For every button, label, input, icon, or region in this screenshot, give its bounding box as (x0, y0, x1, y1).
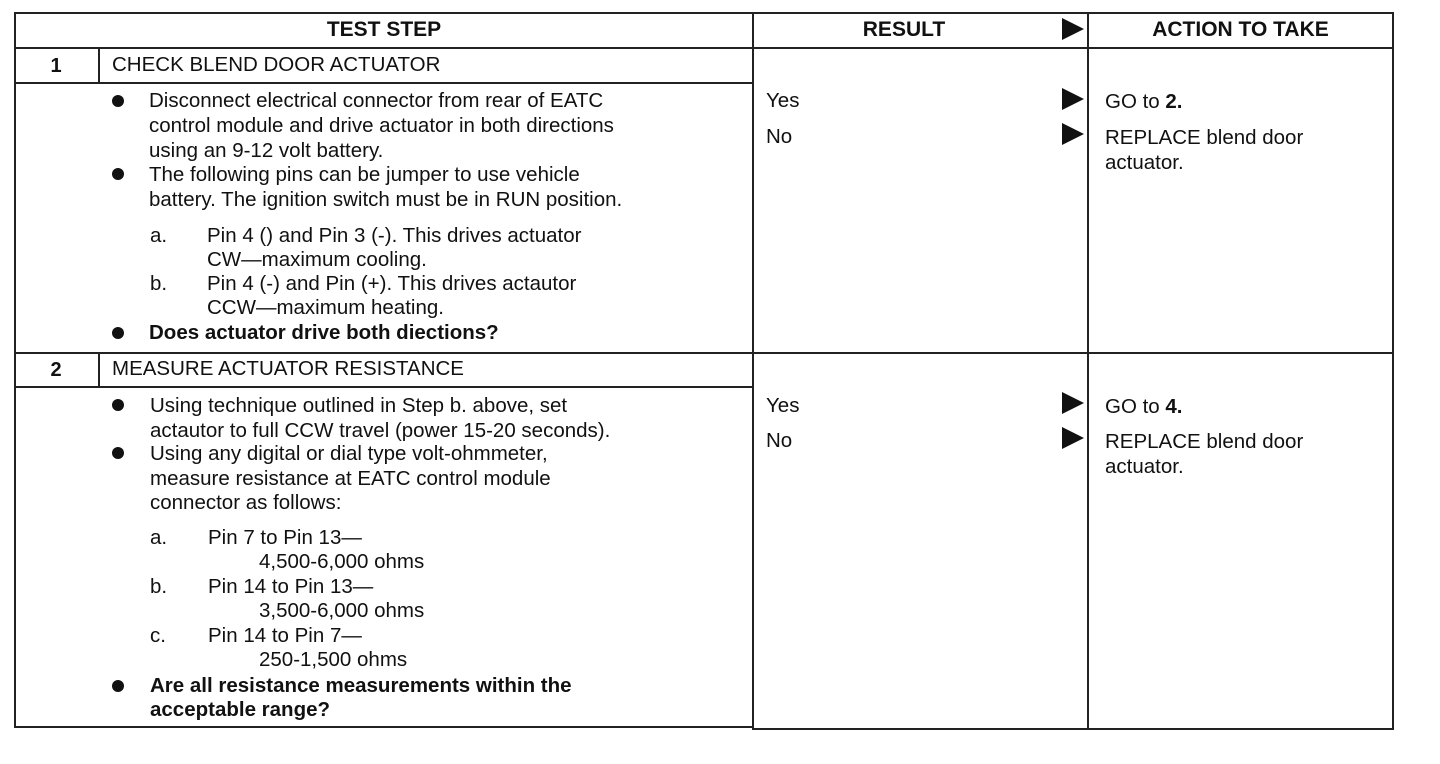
step1-sub-b-marker: b. (150, 272, 168, 295)
header-bottom-border (14, 47, 1394, 49)
step1-sub-a-line1: Pin 4 () and Pin 3 (-). This drives actuator (207, 224, 582, 247)
step1-sub-b-line2: CCW—maximum heating. (207, 296, 444, 319)
step1-bottom-border (14, 352, 1394, 354)
step1-yes-arrow-icon (1062, 88, 1084, 110)
step-number-divider-1 (98, 47, 100, 84)
step2-title: MEASURE ACTUATOR RESISTANCE (112, 357, 464, 380)
step2-no-arrow-icon (1062, 427, 1084, 449)
step2-sub-a-line2: 4,500-6,000 ohms (259, 550, 425, 573)
step2-title-bottom-border (14, 386, 754, 388)
step1-bullet1-line1: Disconnect electrical connector from rear of EATC (149, 89, 604, 112)
step2-question-line1: Are all resistance measurements within the (150, 674, 572, 697)
step2-bullet1-icon (112, 399, 124, 411)
step2-action-yes-step: 4. (1165, 395, 1183, 418)
step2-result-no: No (766, 429, 793, 452)
header-result: RESULT (862, 18, 946, 41)
step1-result-yes: Yes (766, 89, 800, 112)
step1-no-arrow-icon (1062, 123, 1084, 145)
step1-bullet2-icon (112, 168, 124, 180)
step1-action-yes-prefix: GO to (1105, 90, 1166, 113)
step1-sub-a-line2: CW—maximum cooling. (207, 248, 427, 271)
step2-sub-b-marker: b. (150, 575, 168, 598)
table-bottom-border-right (754, 728, 1394, 730)
step1-bullet2-line1: The following pins can be jumper to use vehicle (149, 163, 580, 186)
step2-action-no-line2: actuator. (1105, 455, 1184, 478)
step2-result-yes: Yes (766, 394, 800, 417)
step1-sub-b-line1: Pin 4 (-) and Pin (+). This drives actautor (207, 272, 577, 295)
step1-action-yes-step: 2. (1165, 90, 1183, 113)
step1-sub-a-marker: a. (150, 224, 168, 247)
table-top-border (14, 12, 1394, 14)
table-bottom-border (14, 726, 754, 728)
step1-question-bullet-icon (112, 327, 124, 339)
step1-title-bottom-border (14, 82, 754, 84)
step2-action-yes-prefix: GO to (1105, 395, 1166, 418)
step2-bullet2-line3: connector as follows: (150, 491, 342, 514)
step1-number: 1 (50, 55, 62, 77)
step2-bullet1-line1: Using technique outlined in Step b. above, set (150, 394, 568, 417)
step2-sub-c-marker: c. (150, 624, 166, 647)
step2-sub-b-line1: Pin 14 to Pin 13— (208, 575, 374, 598)
result-column-left-border (752, 12, 754, 730)
step2-sub-c-line1: Pin 14 to Pin 7— (208, 624, 362, 647)
step2-bullet1-line2: actautor to full CCW travel (power 15-20 seconds). (150, 419, 611, 442)
step1-bullet2-line2: battery. The ignition switch must be in RUN position. (149, 188, 623, 211)
header-test-step: TEST STEP (326, 18, 442, 41)
step1-question: Does actuator drive both diections? (149, 321, 499, 344)
step2-sub-b-line2: 3,500-6,000 ohms (259, 599, 425, 622)
step2-sub-a-marker: a. (150, 526, 168, 549)
step2-number: 2 (50, 359, 62, 381)
step1-action-yes (1105, 90, 1183, 115)
header-action-to-take: ACTION TO TAKE (1152, 18, 1329, 41)
header-arrow-icon (1062, 18, 1084, 40)
step2-question-line2: acceptable range? (150, 698, 331, 721)
step2-action-no-line1: REPLACE blend door (1105, 430, 1304, 453)
step2-bullet2-icon (112, 447, 124, 459)
step2-bullet2-line2: measure resistance at EATC control module (150, 467, 551, 490)
step1-bullet1-icon (112, 95, 124, 107)
step2-yes-arrow-icon (1062, 392, 1084, 414)
step2-action-yes (1105, 395, 1183, 420)
step1-bullet1-line2: control module and drive actuator in both directions (149, 114, 614, 137)
table-right-border (1392, 12, 1394, 730)
step1-result-no: No (766, 125, 793, 148)
step2-question-bullet-icon (112, 680, 124, 692)
action-column-left-border (1087, 12, 1089, 730)
step2-sub-a-line1: Pin 7 to Pin 13— (208, 526, 362, 549)
step2-bullet2-line1: Using any digital or dial type volt-ohmmeter, (150, 442, 548, 465)
step1-action-no-line2: actuator. (1105, 151, 1184, 174)
step2-sub-c-line2: 250-1,500 ohms (259, 648, 408, 671)
step1-bullet1-line3: using an 9-12 volt battery. (149, 139, 384, 162)
step-number-divider-2 (98, 352, 100, 388)
step1-title: CHECK BLEND DOOR ACTUATOR (112, 53, 441, 76)
step1-action-no-line1: REPLACE blend door (1105, 126, 1304, 149)
